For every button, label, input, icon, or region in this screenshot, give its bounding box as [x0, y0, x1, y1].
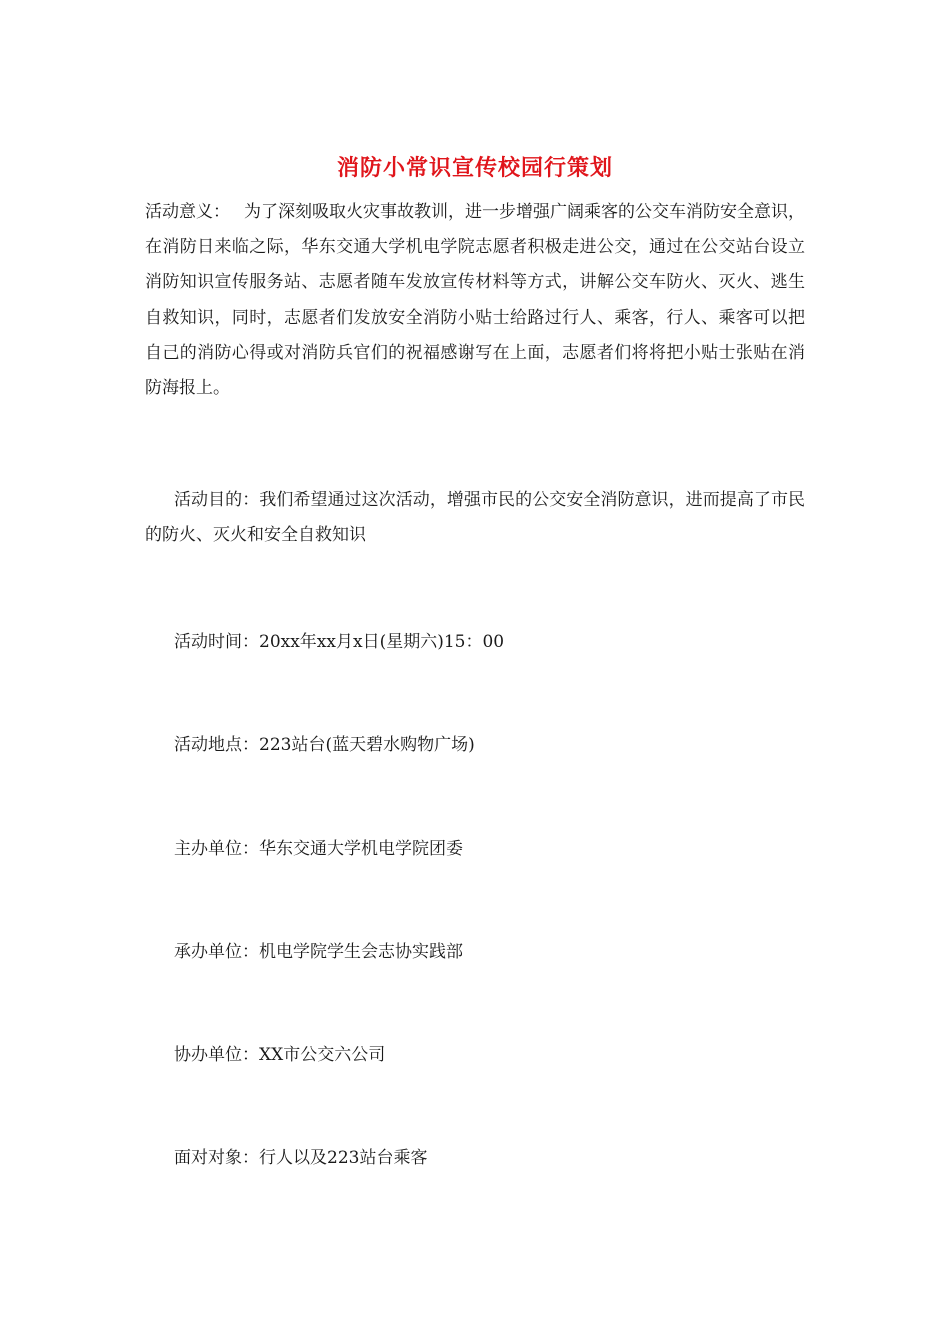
activity-purpose-label: 活动目的：: [174, 490, 260, 510]
target-audience-line: [174, 1143, 427, 1173]
organizer-unit-value: 机电学院学生会志协实践部: [259, 942, 463, 962]
activity-time-value: 20xx年xx月x日(星期六)15：00: [259, 632, 505, 652]
activity-purpose-paragraph: [145, 483, 805, 553]
assisting-unit-value: XX市公交六公司: [259, 1045, 386, 1065]
target-audience-value: 行人以及223站台乘客: [259, 1148, 428, 1168]
organizer-unit-label: 承办单位：: [174, 942, 259, 962]
host-unit-line: [174, 834, 463, 864]
activity-time-label: 活动时间：: [174, 632, 259, 652]
activity-significance-label: 活动意义：: [145, 202, 230, 222]
activity-place-label: 活动地点：: [174, 735, 259, 755]
activity-significance-paragraph: [145, 195, 805, 406]
activity-place-line: [174, 730, 475, 760]
activity-time-line: [174, 627, 504, 657]
assisting-unit-label: 协办单位：: [174, 1045, 259, 1065]
activity-significance-text: 为了深刻吸取火灾事故教训，进一步增强广阔乘客的公交车消防安全意识，在消防日来临之际，华东交通大学机电学院志愿者积极走进公交，通过在公交站台设立消防知识宣传服务站、志愿者随车发放宣传材料等方式，讲解公交车防火、灭火、逃生自救知识，同时，志愿者们发放安全消防小贴士给路过行人、乘客，行人、乘客可以把自己的消防心得或对消防兵官们的祝福感谢写在上面，志愿者们将将把小贴士张贴在消防海报上。: [145, 202, 805, 399]
host-unit-value: 华东交通大学机电学院团委: [259, 839, 463, 859]
activity-place-value: 223站台(蓝天碧水购物广场): [259, 735, 475, 755]
activity-purpose-text: 我们希望通过这次活动，增强市民的公交安全消防意识，进而提高了市民的防火、灭火和安全自救知识: [145, 490, 806, 546]
target-audience-label: 面对对象：: [174, 1148, 259, 1168]
document-title: 消防小常识宣传校园行策划: [336, 155, 613, 181]
organizer-unit-line: [174, 937, 463, 967]
assisting-unit-line: [174, 1040, 385, 1070]
host-unit-label: 主办单位：: [174, 839, 259, 859]
